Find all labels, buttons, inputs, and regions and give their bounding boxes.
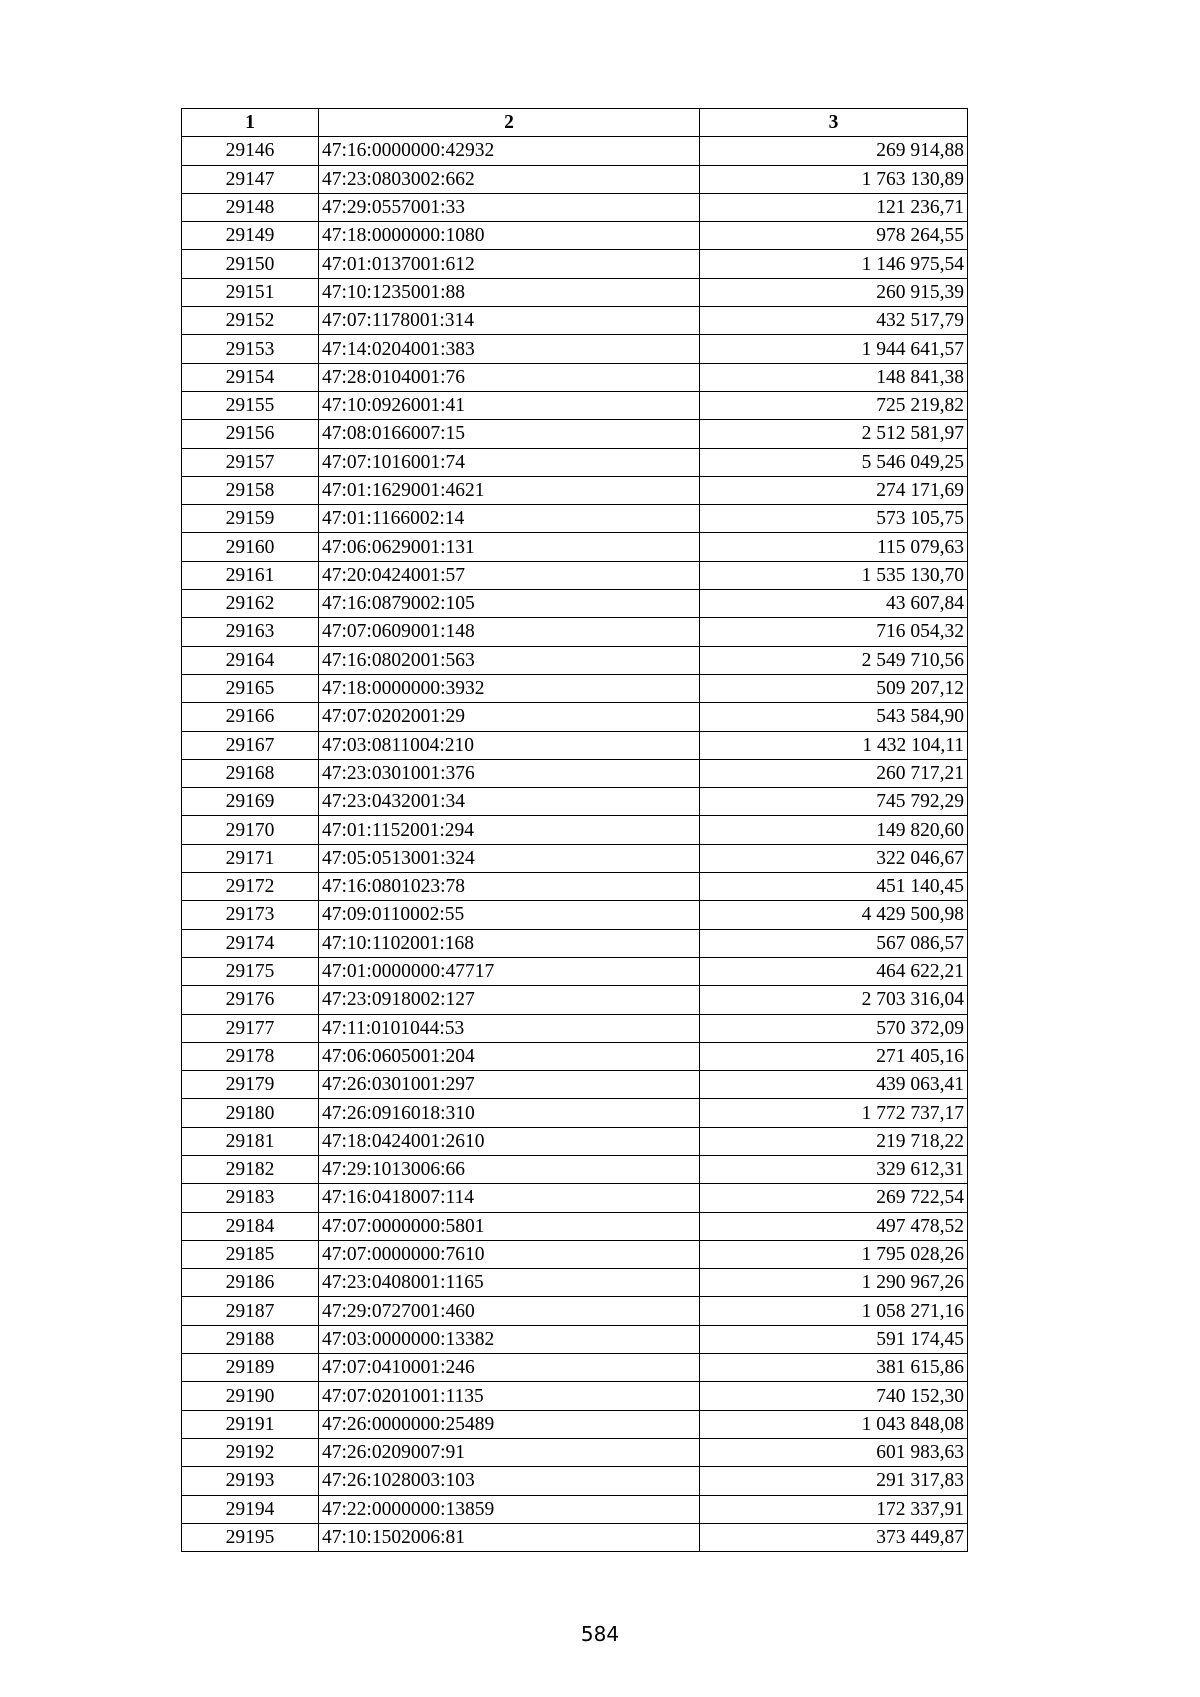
- table-row: [182, 193, 968, 221]
- table-row: [182, 1495, 968, 1523]
- table-row: [182, 674, 968, 702]
- cadastral-value-table: [181, 108, 968, 1552]
- row-number-cell: 29146: [182, 137, 319, 165]
- page-number: 584: [580, 1622, 620, 1646]
- table-row: [182, 1523, 968, 1551]
- row-number-cell: 29180: [182, 1099, 319, 1127]
- value-cell: 260 717,21: [700, 759, 968, 787]
- table-row: [182, 986, 968, 1014]
- cadastral-number-cell: 47:14:0204001:383: [319, 335, 700, 363]
- cadastral-number-cell: 47:07:1178001:314: [319, 307, 700, 335]
- value-cell: 274 171,69: [700, 476, 968, 504]
- row-number-cell: 29183: [182, 1184, 319, 1212]
- table-row: [182, 901, 968, 929]
- row-number-cell: 29158: [182, 476, 319, 504]
- cadastral-number-cell: 47:07:0201001:1135: [319, 1382, 700, 1410]
- row-number-cell: 29150: [182, 250, 319, 278]
- row-number-cell: 29193: [182, 1467, 319, 1495]
- table-row: [182, 1042, 968, 1070]
- table-row: [182, 222, 968, 250]
- row-number-cell: 29184: [182, 1212, 319, 1240]
- cadastral-number-cell: 47:05:0513001:324: [319, 844, 700, 872]
- cadastral-number-cell: 47:01:0137001:612: [319, 250, 700, 278]
- row-number-cell: 29170: [182, 816, 319, 844]
- value-cell: 601 983,63: [700, 1438, 968, 1466]
- value-cell: 978 264,55: [700, 222, 968, 250]
- row-number-cell: 29176: [182, 986, 319, 1014]
- row-number-cell: 29190: [182, 1382, 319, 1410]
- cadastral-number-cell: 47:10:1102001:168: [319, 929, 700, 957]
- cadastral-number-cell: 47:01:1629001:4621: [319, 476, 700, 504]
- value-cell: 1 772 737,17: [700, 1099, 968, 1127]
- value-cell: 2 549 710,56: [700, 646, 968, 674]
- row-number-cell: 29191: [182, 1410, 319, 1438]
- value-cell: 260 915,39: [700, 278, 968, 306]
- row-number-cell: 29185: [182, 1240, 319, 1268]
- cadastral-number-cell: 47:01:1152001:294: [319, 816, 700, 844]
- row-number-cell: 29189: [182, 1354, 319, 1382]
- table-row: [182, 1240, 968, 1268]
- table-row: [182, 561, 968, 589]
- cadastral-number-cell: 47:18:0000000:3932: [319, 674, 700, 702]
- cadastral-number-cell: 47:29:0727001:460: [319, 1297, 700, 1325]
- header-col-1: 1: [182, 109, 319, 137]
- value-cell: 464 622,21: [700, 957, 968, 985]
- cadastral-number-cell: 47:06:0629001:131: [319, 533, 700, 561]
- table-row: [182, 363, 968, 391]
- table-row: [182, 1212, 968, 1240]
- value-cell: 329 612,31: [700, 1155, 968, 1183]
- value-cell: 1 763 130,89: [700, 165, 968, 193]
- row-number-cell: 29154: [182, 363, 319, 391]
- table-body: [182, 137, 968, 1552]
- table-row: [182, 250, 968, 278]
- table-row: [182, 420, 968, 448]
- value-cell: 4 429 500,98: [700, 901, 968, 929]
- value-cell: 2 512 581,97: [700, 420, 968, 448]
- table-row: [182, 1127, 968, 1155]
- table-row: [182, 731, 968, 759]
- table-row: [182, 1155, 968, 1183]
- value-cell: 121 236,71: [700, 193, 968, 221]
- table-row: [182, 957, 968, 985]
- row-number-cell: 29192: [182, 1438, 319, 1466]
- cadastral-number-cell: 47:29:0557001:33: [319, 193, 700, 221]
- table-row: [182, 1014, 968, 1042]
- table-row: [182, 391, 968, 419]
- table-row: [182, 618, 968, 646]
- cadastral-number-cell: 47:23:0918002:127: [319, 986, 700, 1014]
- cadastral-number-cell: 47:11:0101044:53: [319, 1014, 700, 1042]
- table-row: [182, 1325, 968, 1353]
- row-number-cell: 29188: [182, 1325, 319, 1353]
- cadastral-number-cell: 47:07:0000000:5801: [319, 1212, 700, 1240]
- value-cell: 451 140,45: [700, 873, 968, 901]
- table-row: [182, 1297, 968, 1325]
- value-cell: 1 043 848,08: [700, 1410, 968, 1438]
- table-row: [182, 137, 968, 165]
- table-row: [182, 1071, 968, 1099]
- cadastral-number-cell: 47:26:0000000:25489: [319, 1410, 700, 1438]
- row-number-cell: 29151: [182, 278, 319, 306]
- value-cell: 432 517,79: [700, 307, 968, 335]
- value-cell: 381 615,86: [700, 1354, 968, 1382]
- cadastral-number-cell: 47:23:0432001:34: [319, 788, 700, 816]
- row-number-cell: 29168: [182, 759, 319, 787]
- row-number-cell: 29166: [182, 703, 319, 731]
- table-row: [182, 816, 968, 844]
- value-cell: 1 146 975,54: [700, 250, 968, 278]
- row-number-cell: 29160: [182, 533, 319, 561]
- cadastral-number-cell: 47:26:0916018:310: [319, 1099, 700, 1127]
- value-cell: 271 405,16: [700, 1042, 968, 1070]
- value-cell: 148 841,38: [700, 363, 968, 391]
- value-cell: 322 046,67: [700, 844, 968, 872]
- cadastral-number-cell: 47:16:0879002:105: [319, 590, 700, 618]
- value-cell: 1 432 104,11: [700, 731, 968, 759]
- table-row: [182, 1269, 968, 1297]
- cadastral-number-cell: 47:07:0410001:246: [319, 1354, 700, 1382]
- value-cell: 573 105,75: [700, 505, 968, 533]
- table-row: [182, 307, 968, 335]
- cadastral-number-cell: 47:26:1028003:103: [319, 1467, 700, 1495]
- row-number-cell: 29152: [182, 307, 319, 335]
- value-cell: 567 086,57: [700, 929, 968, 957]
- cadastral-number-cell: 47:22:0000000:13859: [319, 1495, 700, 1523]
- cadastral-number-cell: 47:07:0609001:148: [319, 618, 700, 646]
- value-cell: 219 718,22: [700, 1127, 968, 1155]
- cadastral-number-cell: 47:10:1235001:88: [319, 278, 700, 306]
- table-row: [182, 646, 968, 674]
- table-row: [182, 1438, 968, 1466]
- value-cell: 172 337,91: [700, 1495, 968, 1523]
- value-cell: 269 722,54: [700, 1184, 968, 1212]
- row-number-cell: 29179: [182, 1071, 319, 1099]
- row-number-cell: 29162: [182, 590, 319, 618]
- row-number-cell: 29181: [182, 1127, 319, 1155]
- table-header-row: [182, 109, 968, 137]
- cadastral-number-cell: 47:23:0408001:1165: [319, 1269, 700, 1297]
- table-row: [182, 873, 968, 901]
- row-number-cell: 29175: [182, 957, 319, 985]
- cadastral-number-cell: 47:07:0000000:7610: [319, 1240, 700, 1268]
- value-cell: 5 546 049,25: [700, 448, 968, 476]
- value-cell: 269 914,88: [700, 137, 968, 165]
- cadastral-number-cell: 47:10:1502006:81: [319, 1523, 700, 1551]
- value-cell: 373 449,87: [700, 1523, 968, 1551]
- table-row: [182, 165, 968, 193]
- value-cell: 1 795 028,26: [700, 1240, 968, 1268]
- row-number-cell: 29148: [182, 193, 319, 221]
- value-cell: 1 290 967,26: [700, 1269, 968, 1297]
- table-row: [182, 1410, 968, 1438]
- value-cell: 740 152,30: [700, 1382, 968, 1410]
- cadastral-number-cell: 47:23:0301001:376: [319, 759, 700, 787]
- value-cell: 149 820,60: [700, 816, 968, 844]
- row-number-cell: 29177: [182, 1014, 319, 1042]
- table-row: [182, 1382, 968, 1410]
- cadastral-number-cell: 47:29:1013006:66: [319, 1155, 700, 1183]
- cadastral-number-cell: 47:07:0202001:29: [319, 703, 700, 731]
- cadastral-number-cell: 47:20:0424001:57: [319, 561, 700, 589]
- row-number-cell: 29167: [182, 731, 319, 759]
- header-col-3: 3: [700, 109, 968, 137]
- row-number-cell: 29174: [182, 929, 319, 957]
- cadastral-number-cell: 47:03:0811004:210: [319, 731, 700, 759]
- table-row: [182, 590, 968, 618]
- table-row: [182, 505, 968, 533]
- row-number-cell: 29178: [182, 1042, 319, 1070]
- table-row: [182, 788, 968, 816]
- row-number-cell: 29194: [182, 1495, 319, 1523]
- value-cell: 1 944 641,57: [700, 335, 968, 363]
- cadastral-number-cell: 47:18:0000000:1080: [319, 222, 700, 250]
- row-number-cell: 29153: [182, 335, 319, 363]
- cadastral-number-cell: 47:10:0926001:41: [319, 391, 700, 419]
- row-number-cell: 29165: [182, 674, 319, 702]
- cadastral-number-cell: 47:26:0209007:91: [319, 1438, 700, 1466]
- value-cell: 43 607,84: [700, 590, 968, 618]
- table-row: [182, 1354, 968, 1382]
- value-cell: 725 219,82: [700, 391, 968, 419]
- table-row: [182, 844, 968, 872]
- value-cell: 591 174,45: [700, 1325, 968, 1353]
- row-number-cell: 29172: [182, 873, 319, 901]
- value-cell: 439 063,41: [700, 1071, 968, 1099]
- row-number-cell: 29195: [182, 1523, 319, 1551]
- row-number-cell: 29171: [182, 844, 319, 872]
- cadastral-number-cell: 47:06:0605001:204: [319, 1042, 700, 1070]
- value-cell: 716 054,32: [700, 618, 968, 646]
- header-col-2: 2: [319, 109, 700, 137]
- value-cell: 543 584,90: [700, 703, 968, 731]
- table-row: [182, 1099, 968, 1127]
- value-cell: 497 478,52: [700, 1212, 968, 1240]
- row-number-cell: 29155: [182, 391, 319, 419]
- cadastral-number-cell: 47:01:0000000:47717: [319, 957, 700, 985]
- table-row: [182, 1467, 968, 1495]
- value-cell: 2 703 316,04: [700, 986, 968, 1014]
- table-row: [182, 533, 968, 561]
- cadastral-number-cell: 47:08:0166007:15: [319, 420, 700, 448]
- table-row: [182, 759, 968, 787]
- cadastral-number-cell: 47:01:1166002:14: [319, 505, 700, 533]
- row-number-cell: 29159: [182, 505, 319, 533]
- cadastral-number-cell: 47:16:0802001:563: [319, 646, 700, 674]
- value-cell: 115 079,63: [700, 533, 968, 561]
- cadastral-number-cell: 47:16:0000000:42932: [319, 137, 700, 165]
- cadastral-number-cell: 47:16:0418007:114: [319, 1184, 700, 1212]
- row-number-cell: 29163: [182, 618, 319, 646]
- row-number-cell: 29186: [182, 1269, 319, 1297]
- value-cell: 570 372,09: [700, 1014, 968, 1042]
- row-number-cell: 29169: [182, 788, 319, 816]
- table-row: [182, 278, 968, 306]
- row-number-cell: 29173: [182, 901, 319, 929]
- cadastral-number-cell: 47:18:0424001:2610: [319, 1127, 700, 1155]
- value-cell: 1 058 271,16: [700, 1297, 968, 1325]
- cadastral-number-cell: 47:03:0000000:13382: [319, 1325, 700, 1353]
- cadastral-number-cell: 47:07:1016001:74: [319, 448, 700, 476]
- table-row: [182, 476, 968, 504]
- row-number-cell: 29149: [182, 222, 319, 250]
- table-row: [182, 1184, 968, 1212]
- value-cell: 509 207,12: [700, 674, 968, 702]
- value-cell: 291 317,83: [700, 1467, 968, 1495]
- cadastral-number-cell: 47:28:0104001:76: [319, 363, 700, 391]
- row-number-cell: 29164: [182, 646, 319, 674]
- table-row: [182, 335, 968, 363]
- table-row: [182, 929, 968, 957]
- row-number-cell: 29161: [182, 561, 319, 589]
- value-cell: 745 792,29: [700, 788, 968, 816]
- row-number-cell: 29156: [182, 420, 319, 448]
- table-row: [182, 448, 968, 476]
- row-number-cell: 29187: [182, 1297, 319, 1325]
- value-cell: 1 535 130,70: [700, 561, 968, 589]
- table-row: [182, 703, 968, 731]
- row-number-cell: 29182: [182, 1155, 319, 1183]
- cadastral-number-cell: 47:23:0803002:662: [319, 165, 700, 193]
- cadastral-number-cell: 47:26:0301001:297: [319, 1071, 700, 1099]
- cadastral-number-cell: 47:09:0110002:55: [319, 901, 700, 929]
- row-number-cell: 29147: [182, 165, 319, 193]
- cadastral-number-cell: 47:16:0801023:78: [319, 873, 700, 901]
- row-number-cell: 29157: [182, 448, 319, 476]
